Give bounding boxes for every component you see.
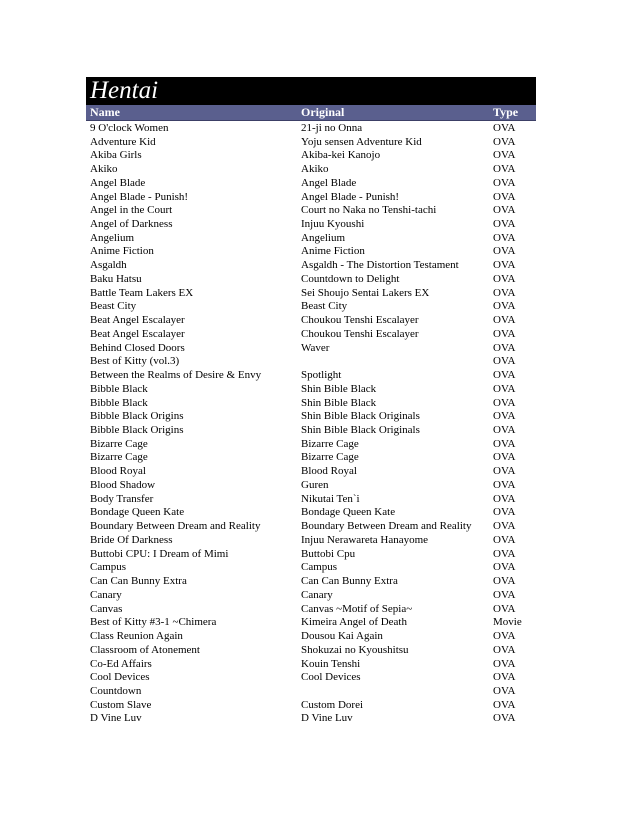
cell-type: OVA — [493, 478, 516, 491]
cell-type: OVA — [493, 451, 516, 464]
cell-original: Countdown to Delight — [301, 272, 400, 285]
cell-name: Beat Angel Escalayer — [90, 327, 185, 340]
cell-type: OVA — [493, 643, 516, 656]
cell-type: OVA — [493, 396, 516, 409]
table-row — [86, 286, 536, 300]
cell-original: Canary — [301, 588, 333, 601]
cell-original: Akiba-kei Kanojo — [301, 149, 381, 162]
cell-name: Bibble Black — [90, 396, 148, 409]
table-row — [86, 629, 536, 643]
table-row — [86, 437, 536, 451]
cell-name: Bibble Black Origins — [90, 424, 184, 437]
cell-name: Boundary Between Dream and Reality — [90, 520, 261, 533]
sheet-title: Hentai — [90, 77, 159, 104]
cell-type: OVA — [493, 218, 516, 230]
cell-type: OVA — [493, 533, 516, 546]
cell-name: Bibble Black Origins — [90, 410, 184, 423]
cell-original: Kimeira Angel of Death — [301, 616, 407, 629]
cell-name: Between the Realms of Desire & Envy — [90, 369, 262, 382]
cell-name: Custom Slave — [90, 698, 152, 711]
cell-original: Guren — [301, 478, 329, 491]
cell-name: Classroom of Atonement — [90, 643, 200, 656]
table-row — [86, 451, 536, 465]
cell-original: Dousou Kai Again — [301, 630, 383, 643]
table-row — [86, 121, 536, 135]
cell-name: Cool Devices — [90, 671, 150, 684]
cell-original: Sei Shoujo Sentai Lakers EX — [301, 286, 430, 299]
header-name: Name — [90, 105, 120, 119]
cell-original: Choukou Tenshi Escalayer — [301, 314, 419, 327]
table-row — [86, 341, 536, 355]
cell-original: Shin Bible Black Originals — [301, 410, 420, 423]
cell-name: D Vine Luv — [90, 712, 142, 725]
cell-name: Blood Royal — [90, 465, 146, 478]
table-row — [86, 574, 536, 588]
table-header — [86, 105, 536, 121]
cell-name: Campus — [90, 561, 127, 574]
header-type: Type — [493, 105, 519, 119]
table-row — [86, 712, 536, 726]
cell-original: Beast City — [301, 300, 348, 313]
cell-type: OVA — [493, 602, 516, 615]
cell-type: OVA — [493, 492, 516, 505]
cell-name: Canvas — [90, 602, 123, 615]
table-row — [86, 313, 536, 327]
cell-original: Asgaldh - The Distortion Testament — [301, 259, 459, 272]
cell-type: OVA — [493, 410, 516, 423]
table-row — [86, 258, 536, 272]
cell-name: Buttobi CPU: I Dream of Mimi — [90, 547, 229, 560]
cell-type: OVA — [493, 121, 516, 134]
cell-name: Bondage Queen Kate — [90, 506, 185, 519]
cell-name: Best of Kitty #3-1 ~Chimera — [90, 616, 217, 629]
cell-original: Boundary Between Dream and Reality — [301, 520, 472, 533]
cell-name: Beat Angel Escalayer — [90, 314, 185, 327]
cell-original: Angel Blade — [301, 176, 357, 189]
cell-original: Shin Bible Black — [301, 396, 377, 409]
cell-original: Yoju sensen Adventure Kid — [301, 135, 422, 148]
cell-original: Angel Blade - Punish! — [301, 190, 400, 203]
cell-type: OVA — [493, 163, 516, 176]
table-row — [86, 615, 536, 629]
cell-name: Co-Ed Affairs — [90, 657, 152, 670]
cell-name: Anime Fiction — [90, 245, 154, 258]
cell-type: OVA — [493, 369, 516, 382]
table-row — [86, 547, 536, 561]
cell-type: OVA — [493, 272, 516, 285]
table-row — [86, 643, 536, 657]
table-row — [86, 561, 536, 575]
cell-original: Bizarre Cage — [301, 437, 359, 450]
cell-name: Bibble Black — [90, 382, 148, 395]
cell-original: Choukou Tenshi Escalayer — [301, 327, 419, 340]
cell-type: OVA — [493, 355, 516, 368]
cell-original: Cool Devices — [301, 671, 361, 684]
cell-type: OVA — [493, 465, 516, 478]
cell-type: OVA — [493, 135, 516, 148]
cell-original: Blood Royal — [301, 465, 357, 478]
cell-type: OVA — [493, 259, 516, 272]
cell-type: OVA — [493, 190, 516, 203]
header-original: Original — [301, 105, 345, 119]
table-row — [86, 409, 536, 423]
cell-type: OVA — [493, 245, 516, 258]
cell-original: Spotlight — [301, 369, 342, 382]
cell-name: 9 O'clock Women — [90, 121, 169, 134]
cell-original: Shin Bible Black — [301, 382, 377, 395]
cell-name: Can Can Bunny Extra — [90, 575, 187, 588]
cell-type: OVA — [493, 437, 516, 450]
cell-type: OVA — [493, 630, 516, 643]
cell-name: Asgaldh — [90, 259, 127, 272]
table-row — [86, 217, 536, 231]
cell-type: OVA — [493, 300, 516, 313]
table-row — [86, 519, 536, 533]
cell-name: Adventure Kid — [90, 135, 156, 148]
cell-original: Nikutai Ten`i — [301, 492, 360, 505]
table-row — [86, 602, 536, 616]
sheet-title-bar — [86, 77, 536, 105]
cell-original: Buttobi Cpu — [301, 547, 356, 560]
table-row — [86, 588, 536, 602]
table-row — [86, 506, 536, 520]
cell-type: OVA — [493, 698, 516, 711]
cell-type: OVA — [493, 712, 516, 725]
cell-type: OVA — [493, 671, 516, 684]
spreadsheet-table — [86, 77, 536, 725]
cell-name: Bizarre Cage — [90, 451, 148, 464]
cell-type: OVA — [493, 575, 516, 588]
cell-original: Injuu Nerawareta Hanayome — [301, 533, 429, 546]
cell-name: Angel Blade — [90, 176, 146, 189]
cell-name: Angel of Darkness — [90, 218, 173, 230]
cell-original: Bondage Queen Kate — [301, 506, 396, 519]
cell-original: Kouin Tenshi — [301, 657, 361, 670]
cell-original: Shin Bible Black Originals — [301, 424, 420, 437]
cell-type: OVA — [493, 520, 516, 533]
cell-original: Campus — [301, 561, 338, 574]
cell-original: 21-ji no Onna — [301, 121, 363, 134]
cell-original: Shokuzai no Kyoushitsu — [301, 643, 409, 656]
cell-original: Angelium — [301, 231, 345, 244]
cell-type: OVA — [493, 314, 516, 327]
cell-name: Battle Team Lakers EX — [90, 286, 194, 299]
table-row — [86, 368, 536, 382]
cell-name: Angelium — [90, 231, 134, 244]
table-row — [86, 354, 536, 368]
cell-original: Can Can Bunny Extra — [301, 575, 398, 588]
cell-name: Baku Hatsu — [90, 272, 142, 285]
cell-name: Angel Blade - Punish! — [90, 190, 189, 203]
cell-name: Akiba Girls — [90, 149, 142, 162]
table-row — [86, 162, 536, 176]
table-row — [86, 657, 536, 671]
cell-type: OVA — [493, 231, 516, 244]
table-row — [86, 148, 536, 162]
cell-name: Bride Of Darkness — [90, 533, 173, 546]
cell-type: OVA — [493, 327, 516, 340]
table-row — [86, 684, 536, 698]
cell-type: OVA — [493, 341, 516, 354]
cell-name: Best of Kitty (vol.3) — [90, 355, 180, 368]
cell-type: OVA — [493, 657, 516, 670]
cell-original: Canvas ~Motif of Sepia~ — [301, 602, 413, 615]
cell-original: Court no Naka no Tenshi-tachi — [301, 204, 437, 217]
table-row — [86, 190, 536, 204]
table-row — [86, 478, 536, 492]
cell-name: Body Transfer — [90, 492, 154, 505]
cell-original: Waver — [301, 341, 330, 354]
table-row — [86, 670, 536, 684]
cell-type: OVA — [493, 149, 516, 162]
cell-name: Akiko — [90, 163, 118, 176]
cell-original: Injuu Kyoushi — [301, 218, 365, 230]
cell-type: OVA — [493, 382, 516, 395]
table-row — [86, 245, 536, 259]
table-row — [86, 231, 536, 245]
table-row — [86, 272, 536, 286]
cell-name: Angel in the Court — [90, 204, 173, 217]
cell-type: OVA — [493, 176, 516, 189]
cell-name: Class Reunion Again — [90, 630, 183, 643]
table-row — [86, 423, 536, 437]
table-row — [86, 396, 536, 410]
table-row — [86, 464, 536, 478]
table-row — [86, 533, 536, 547]
cell-type: OVA — [493, 286, 516, 299]
table-body — [86, 121, 536, 725]
table-row — [86, 492, 536, 506]
cell-name: Beast City — [90, 300, 137, 313]
table-row — [86, 698, 536, 712]
cell-original: D Vine Luv — [301, 712, 353, 725]
cell-name: Blood Shadow — [90, 478, 156, 491]
cell-name: Bizarre Cage — [90, 437, 148, 450]
cell-original: Anime Fiction — [301, 245, 365, 258]
table-row — [86, 135, 536, 149]
cell-name: Behind Closed Doors — [90, 341, 185, 354]
cell-name: Canary — [90, 588, 122, 601]
table-row — [86, 176, 536, 190]
cell-type: OVA — [493, 424, 516, 437]
table-row — [86, 382, 536, 396]
cell-type: OVA — [493, 684, 516, 697]
cell-original: Akiko — [301, 163, 329, 176]
cell-type: Movie — [493, 616, 522, 629]
cell-original: Custom Dorei — [301, 698, 364, 711]
cell-type: OVA — [493, 588, 516, 601]
table-row — [86, 327, 536, 341]
cell-name: Countdown — [90, 684, 142, 697]
cell-type: OVA — [493, 506, 516, 519]
cell-type: OVA — [493, 204, 516, 217]
cell-type: OVA — [493, 561, 516, 574]
cell-original: Bizarre Cage — [301, 451, 359, 464]
cell-type: OVA — [493, 547, 516, 560]
table-row — [86, 300, 536, 314]
table-row — [86, 203, 536, 217]
